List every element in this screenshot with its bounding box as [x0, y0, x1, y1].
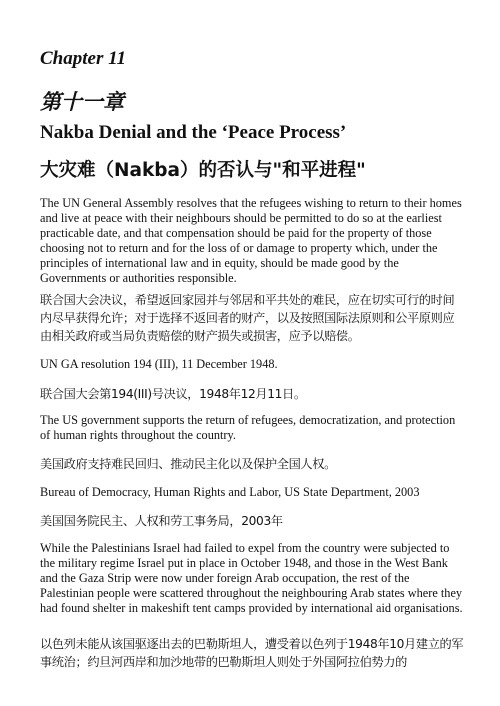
us-quote-cn: 美国政府支持难民回归、推动民主化以及保护全国人权。	[40, 457, 336, 471]
body-paragraph-cn: 以色列未能从该国驱逐出去的巴勒斯坦人，遭受着以色列于1948年10月建立的军事统治；约旦河西岸和加沙地带的巴勒斯坦人则处于外国阿拉伯势力的	[40, 637, 464, 669]
resolution-source: UN GA resolution 194 (III), 11 December 1948.	[40, 357, 278, 371]
resolution-source-cn: 联合国大会第194(III)号决议，1948年12月11日。	[40, 387, 306, 401]
chapter-title: Nakba Denial and the ‘Peace Process’	[40, 122, 347, 143]
chapter-label-cn: 第十一章	[40, 90, 124, 114]
body-paragraph: While the Palestinians Israel had failed to expel from the country were subjected to the military regime Israel put in place in October 1948, and those in the West Bank and the Gaza Strip were now under foreign Arab occupation, the rest of the Palestinian people were scattered throughout the neighbouring Arab states where they had found shelter in makeshift tent camps provided by international aid organisations.	[40, 541, 463, 615]
us-source: Bureau of Democracy, Human Rights and Labor, US State Department, 2003	[40, 485, 420, 499]
us-source-cn: 美国国务院民主、人权和劳工事务局，2003年	[40, 514, 283, 528]
resolution-quote: The UN General Assembly resolves that the refugees wishing to return to their homes and live at peace with their neighbours should be permitted to do so at the earliest practicable date, and that compensation should be paid for the property of those choosing not to return and for the loss of or damage to property which, under the principles of international law and in equity, should be made good by the Governments or authorities responsible.	[40, 196, 462, 285]
chapter-label: Chapter 11	[40, 48, 127, 69]
resolution-quote-cn: 联合国大会决议，希望返回家园并与邻居和平共处的难民，应在切实可行的时间内尽早获得允许；对于选择不返回者的财产，以及按照国际法原则和公平原则应由相关政府或当局负责赔偿的财产损失或损害，应予以赔偿。	[40, 293, 455, 343]
chapter-title-cn: 大灾难（Nakba）的否认与"和平进程"	[40, 160, 366, 181]
us-quote: The US government supports the return of refugees, democratization, and protection of human rights throughout the country.	[40, 413, 456, 442]
